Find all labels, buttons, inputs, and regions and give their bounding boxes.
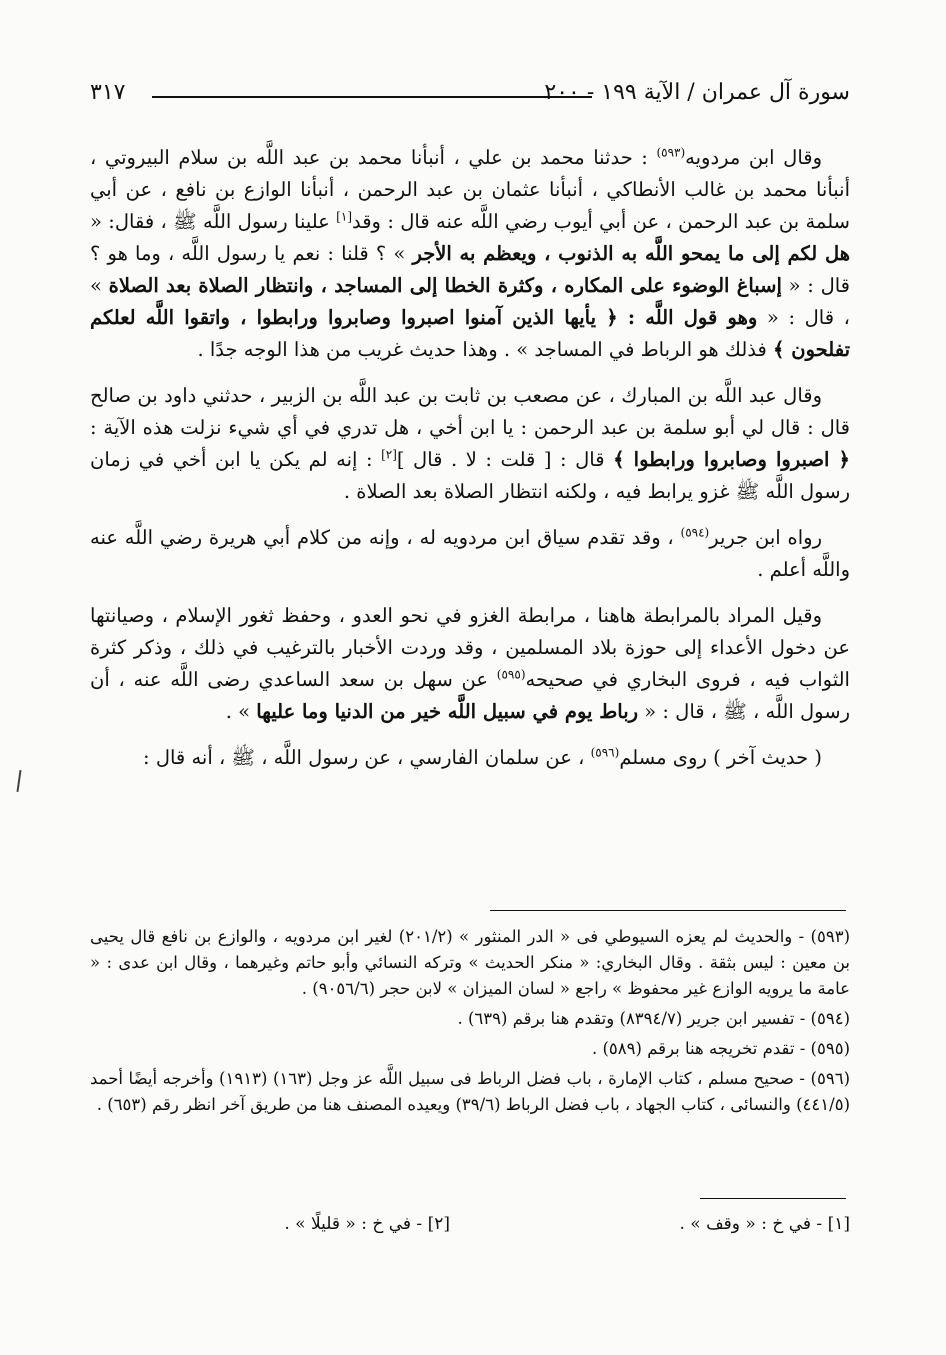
hadith-text: هل لكم إلى ما يمحو اللَّه به الذنوب ، ويعظم به الأجر — [412, 242, 850, 265]
text-run: ، وقد تقدم سياق ابن مردويه له ، وإنه من كلام أبي هريرة رضي اللَّه عنه واللَّه أعلم . — [90, 526, 850, 581]
hadith-text: رباط يوم في سبيل اللَّه خير من الدنيا وما عليها — [256, 700, 639, 723]
footnote-ref: (٥٩٣) — [656, 145, 686, 160]
manuscript-notes — [200, 1214, 850, 1244]
text-run: عن سهل بن سعد الساعدي رضى اللَّه عنه ، أن رسول اللَّه ، ﷺ ، قال : « — [90, 668, 850, 723]
text-run: فذلك هو الرباط في المساجد » . وهذا حديث غريب من هذا الوجه جدًا . — [197, 338, 774, 361]
margin-mark — [16, 770, 21, 792]
page-header — [90, 72, 850, 112]
header-rule — [152, 96, 592, 98]
text-run: وقيل المراد بالمرابطة هاهنا ، مرابطة الغزو في نحو العدو ، وحفظ ثغور الإسلام ، وصيانتها عن دخول الأعداء إلى حوزة بلاد المسلمين ، وقد وردت الأخبار بالترغيب في ذلك ، وذكر كثرة الثواب فيه ، فروى البخاري في صحيحه — [90, 604, 850, 691]
hadith-text: إسباغ الوضوء على المكاره ، وكثرة الخطا إلى المساجد ، وانتظار الصلاة بعد الصلاة — [108, 274, 782, 297]
text-run: ( حديث آخر ) روى مسلم — [619, 746, 822, 769]
paragraph — [90, 522, 850, 586]
text-run: قال : [ قلت : لا . قال ] — [396, 448, 614, 471]
main-text — [90, 142, 850, 788]
text-run: » . — [225, 700, 257, 723]
footnote-ref: (٥٩٤) — [680, 525, 710, 540]
footnote: (٥٩٤) - تفسير ابن جرير (٨٣٩٤/٧) وتقدم هنا برقم (٦٣٩) . — [457, 1009, 850, 1028]
running-title: سورة آل عمران / الآية ١٩٩ - ٢٠٠ — [544, 80, 850, 105]
text-run: : إنه لم يكن يا ابن أخي في زمان رسول اللَّه ﷺ غزو يرابط فيه ، ولكنه انتظار الصلاة بعد الصلاة . — [90, 448, 850, 503]
footnote-ref: [٢] — [381, 447, 397, 462]
footnote: (٥٩٦) - صحيح مسلم ، كتاب الإمارة ، باب فضل الرباط فى سبيل اللَّه عز وجل (١٦٣) (١٩١٣) وأخرجه أيضًا أحمد (٤٤١/٥) والنسائى ، كتاب الجهاد ، باب فضل الرباط (٣٩/٦) ويعيده المصنف هنا من طريق آخر انظر رقم (٦٥٣) . — [90, 1069, 850, 1114]
text-run: » ؟ قلنا : نعم يا رسول اللَّه ، وما هو ؟ قال : « — [90, 242, 850, 297]
text-run: رواه ابن جرير — [709, 526, 822, 549]
paragraph — [90, 380, 850, 508]
text-run: وقال ابن مردويه — [685, 146, 822, 169]
hadith-text: وهو قول اللَّه : ﴿ يأيها الذين آمنوا اصبروا وصابروا ورابطوا ، واتقوا اللَّه لعلكم تفلحون ﴾ — [90, 306, 850, 361]
text-run: : حدثنا محمد بن علي ، أنبأنا محمد بن عبد اللَّه بن سلام البيروتي ، أنبأنا محمد بن غالب الأنطاكي ، أنبأنا عثمان بن عبد الرحمن ، أنبأنا الوازع بن نافع ، عن أبي سلمة بن عبد الرحمن ، عن أبي أيوب رضي اللَّه عنه قال : وقد — [90, 146, 850, 233]
footnotes — [90, 924, 850, 1122]
footnote-separator — [490, 910, 846, 911]
page-number: ٣١٧ — [90, 80, 126, 105]
text-run: وقال عبد اللَّه بن المبارك ، عن مصعب بن ثابت بن عبد اللَّه بن الزبير ، حدثني داود بن صالح قال : قال لي أبو سلمة بن عبد الرحمن : يا ابن أخي ، هل تدري في أي شيء نزلت هذه الآية : — [90, 384, 850, 439]
footnote-ref: (٥٩٦) — [590, 745, 620, 760]
hadith-text: ﴿ اصبروا وصابروا ورابطوا ﴾ — [613, 448, 850, 471]
text-run: علينا رسول اللَّه ﷺ ، فقال: « — [90, 210, 337, 233]
paragraph — [90, 742, 850, 774]
footnote-ref: (٥٩٥) — [496, 667, 526, 682]
notes-separator — [700, 1198, 846, 1199]
note-1: [١] - في خ : « وقف » . — [679, 1214, 850, 1234]
paragraph — [90, 142, 850, 366]
text-run: » ، قال : « — [90, 274, 850, 329]
paragraph — [90, 600, 850, 728]
text-run: ، عن سلمان الفارسي ، عن رسول اللَّه ، ﷺ ، أنه قال : — [143, 746, 591, 769]
footnote: (٥٩٣) - والحديث لم يعزه السيوطي فى « الدر المنثور » (٢٠١/٢) لغير ابن مردويه ، والوازع بن نافع قال يحيى بن معين : ليس بثقة . وقال البخاري: « منكر الحديث » وتركه النسائي وأبو حاتم وغيرهما ، وقال ابن عدى : « عامة ما يرويه الوازع غير محفوظ » راجع « لسان الميزان » لابن حجر (٩٠٥٦/٦) . — [90, 927, 850, 998]
footnote: (٥٩٥) - تقدم تخريجه هنا برقم (٥٨٩) . — [591, 1039, 850, 1058]
note-2: [٢] - في خ : « قليلًا » . — [284, 1214, 450, 1234]
footnote-ref: [١] — [336, 209, 352, 224]
